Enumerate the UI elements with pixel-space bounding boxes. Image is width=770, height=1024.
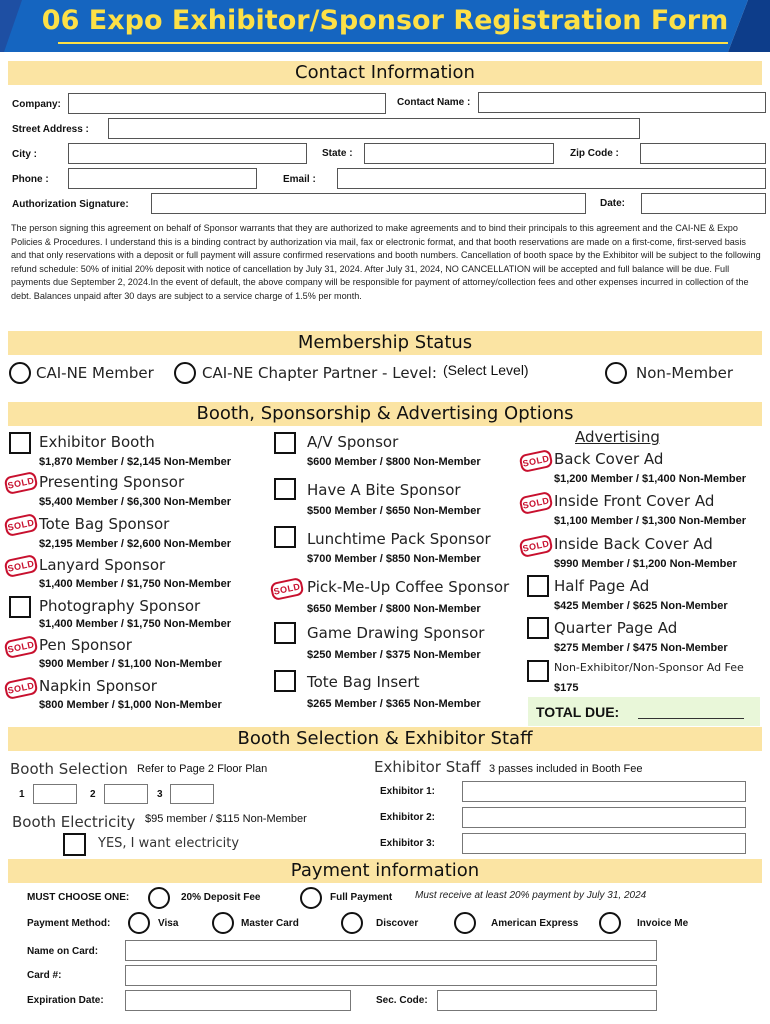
- booth-choice-1-label: 1: [19, 789, 25, 800]
- sold-stamp: SOLD: [3, 635, 38, 659]
- visa-radio[interactable]: [128, 912, 150, 934]
- av-sponsor-checkbox[interactable]: [274, 432, 296, 454]
- terms-text: The person signing this agreement on behalf of Sponsor warrants that they are authorized to make agreements and to bind their principals to this agreement and the CAI-NE & Expo Policies & Procedures. I understand this is a binding contract by authorization via mail, fax or electronic format, and that booth reservations are made on a first-come, first-served basis and that only reservations with a deposit or full payment will assure confirmed reservations and booth numbers. Cancellation of booth space by the Exhibitor will be subject to the following refund schedule: 50% of initial 20% deposit with notice of cancellation by July 31, 2024. After July 31, 2024, NO CANCELLATION will be accepted and full balance will be due. Full payments due September 2, 2024.In the event of default, the above company will be responsible for payment of attorney/collection fees and other expenses incurred in collection of the debt. Balances unpaid after 30 days are subject to a service charge of 1.5% per month.: [11, 223, 761, 301]
- exhibitor-1-label: Exhibitor 1:: [380, 786, 436, 797]
- booth-choice-3-label: 3: [157, 789, 163, 800]
- option-label: Quarter Page Ad: [554, 619, 678, 637]
- option-price: $1,400 Member / $1,750 Non-Member: [39, 578, 231, 590]
- photography-sponsor-checkbox[interactable]: [9, 596, 31, 618]
- membership-section-header: Membership Status: [8, 331, 762, 355]
- email-field[interactable]: [337, 168, 766, 189]
- booth-choice-2-label: 2: [90, 789, 96, 800]
- option-price: $1,870 Member / $2,145 Non-Member: [39, 456, 231, 468]
- option-label: A/V Sponsor: [307, 433, 399, 451]
- selection-section-header: Booth Selection & Exhibitor Staff: [8, 727, 762, 751]
- option-label: Back Cover Ad: [554, 450, 664, 468]
- discover-label: Discover: [376, 918, 419, 929]
- half-page-ad-checkbox[interactable]: [527, 575, 549, 597]
- option-label: Exhibitor Booth: [39, 433, 155, 451]
- lunchtime-pack-checkbox[interactable]: [274, 526, 296, 548]
- select-level-dropdown[interactable]: (Select Level): [443, 362, 529, 378]
- exhibitor-2-field[interactable]: [462, 807, 746, 828]
- expiration-field[interactable]: [125, 990, 351, 1011]
- option-label: Presenting Sponsor: [39, 473, 185, 491]
- option-label: Tote Bag Sponsor: [39, 515, 170, 533]
- deposit-radio[interactable]: [148, 887, 170, 909]
- option-price: $600 Member / $800 Non-Member: [307, 456, 481, 468]
- option-price: $1,200 Member / $1,400 Non-Member: [554, 473, 746, 485]
- option-price: $250 Member / $375 Non-Member: [307, 649, 481, 661]
- option-label: Napkin Sponsor: [39, 677, 157, 695]
- booth-selection-label: Booth Selection: [10, 760, 128, 778]
- booth-section-header: Booth, Sponsorship & Advertising Options: [8, 402, 762, 426]
- invoice-radio[interactable]: [599, 912, 621, 934]
- page-title: 06 Expo Exhibitor/Sponsor Registration Form: [41, 5, 729, 36]
- refer-floor-plan-note: Refer to Page 2 Floor Plan: [137, 763, 268, 775]
- contact-name-label: Contact Name :: [397, 97, 471, 108]
- card-number-field[interactable]: [125, 965, 657, 986]
- total-due-panel: [528, 697, 760, 726]
- total-due-label: TOTAL DUE:: [536, 704, 620, 720]
- option-label: Lunchtime Pack Sponsor: [307, 530, 491, 548]
- title-underline: [58, 42, 728, 44]
- payment-section-header: Payment information: [8, 859, 762, 883]
- electricity-yes-label: YES, I want electricity: [98, 836, 240, 851]
- option-label: Inside Back Cover Ad: [554, 535, 713, 553]
- booth-choice-2-field[interactable]: [104, 784, 148, 804]
- street-label: Street Address :: [12, 124, 89, 135]
- sold-stamp: SOLD: [518, 491, 553, 515]
- member-label: CAI-NE Member: [36, 364, 154, 382]
- mastercard-label: Master Card: [241, 918, 299, 929]
- game-drawing-checkbox[interactable]: [274, 622, 296, 644]
- city-label: City :: [12, 149, 37, 160]
- city-field[interactable]: [68, 143, 307, 164]
- option-label: Tote Bag Insert: [307, 673, 420, 691]
- electricity-checkbox[interactable]: [63, 833, 86, 856]
- member-radio[interactable]: [9, 362, 31, 384]
- full-payment-radio[interactable]: [300, 887, 322, 909]
- name-on-card-field[interactable]: [125, 940, 657, 961]
- advertising-heading: Advertising: [575, 428, 660, 446]
- visa-label: Visa: [158, 918, 179, 929]
- mastercard-radio[interactable]: [212, 912, 234, 934]
- option-price: $1,100 Member / $1,300 Non-Member: [554, 515, 746, 527]
- non-member-radio[interactable]: [605, 362, 627, 384]
- option-price: $900 Member / $1,100 Non-Member: [39, 658, 222, 670]
- sec-code-label: Sec. Code:: [376, 995, 428, 1006]
- booth-choice-1-field[interactable]: [33, 784, 77, 804]
- amex-label: American Express: [491, 918, 579, 929]
- option-price: $275 Member / $475 Non-Member: [554, 642, 728, 654]
- exhibitor-3-label: Exhibitor 3:: [380, 838, 436, 849]
- option-price: $2,195 Member / $2,600 Non-Member: [39, 538, 231, 550]
- option-label: Have A Bite Sponsor: [307, 481, 461, 499]
- option-price: $800 Member / $1,000 Non-Member: [39, 699, 222, 711]
- email-label: Email :: [283, 174, 316, 185]
- quarter-page-ad-checkbox[interactable]: [527, 617, 549, 639]
- option-price: $5,400 Member / $6,300 Non-Member: [39, 496, 231, 508]
- option-label: Non-Exhibitor/Non-Sponsor Ad Fee: [554, 661, 744, 674]
- invoice-label: Invoice Me: [637, 918, 689, 929]
- deposit-label: 20% Deposit Fee: [181, 892, 261, 903]
- sold-stamp: SOLD: [3, 554, 38, 578]
- total-due-field[interactable]: [638, 718, 744, 719]
- must-choose-label: MUST CHOOSE ONE:: [27, 892, 130, 903]
- option-price: $700 Member / $850 Non-Member: [307, 553, 481, 565]
- contact-section-header: Contact Information: [8, 61, 762, 85]
- have-a-bite-checkbox[interactable]: [274, 478, 296, 500]
- option-label: Pick-Me-Up Coffee Sponsor: [307, 578, 510, 596]
- payment-deadline-note: Must receive at least 20% payment by July 31, 2024: [415, 890, 647, 901]
- phone-field[interactable]: [68, 168, 257, 189]
- company-label: Company:: [12, 99, 61, 110]
- option-price: $265 Member / $365 Non-Member: [307, 698, 481, 710]
- option-label: Inside Front Cover Ad: [554, 492, 715, 510]
- contact-name-field[interactable]: [478, 92, 766, 113]
- sold-stamp: SOLD: [518, 449, 553, 473]
- discover-radio[interactable]: [341, 912, 363, 934]
- tote-bag-insert-checkbox[interactable]: [274, 670, 296, 692]
- option-price: $500 Member / $650 Non-Member: [307, 505, 481, 517]
- state-label: State :: [322, 148, 353, 159]
- option-price: $990 Member / $1,200 Non-Member: [554, 558, 737, 570]
- option-label: Photography Sponsor: [39, 597, 201, 615]
- booth-choice-3-field[interactable]: [170, 784, 214, 804]
- payment-method-label: Payment Method:: [27, 918, 111, 929]
- header-banner: [0, 0, 770, 52]
- non-sponsor-ad-checkbox[interactable]: [527, 660, 549, 682]
- sold-stamp: SOLD: [518, 534, 553, 558]
- electricity-price: $95 member / $115 Non-Member: [145, 813, 307, 825]
- sold-stamp: SOLD: [3, 471, 38, 495]
- zip-field[interactable]: [640, 143, 766, 164]
- sold-stamp: SOLD: [269, 577, 304, 601]
- sec-code-field[interactable]: [437, 990, 657, 1011]
- amex-radio[interactable]: [454, 912, 476, 934]
- card-number-label: Card #:: [27, 970, 62, 981]
- date-label: Date:: [600, 198, 626, 209]
- signature-field[interactable]: [151, 193, 586, 214]
- non-member-label: Non-Member: [636, 364, 734, 382]
- state-field[interactable]: [364, 143, 554, 164]
- full-payment-label: Full Payment: [330, 892, 393, 903]
- exhibitor-booth-checkbox[interactable]: [9, 432, 31, 454]
- exhibitor-3-field[interactable]: [462, 833, 746, 854]
- partner-radio[interactable]: [174, 362, 196, 384]
- exhibitor-staff-label: Exhibitor Staff: [374, 758, 481, 776]
- option-label: Lanyard Sponsor: [39, 556, 166, 574]
- option-label: Half Page Ad: [554, 577, 650, 595]
- phone-label: Phone :: [12, 174, 49, 185]
- name-on-card-label: Name on Card:: [27, 946, 99, 957]
- sold-stamp: SOLD: [3, 513, 38, 537]
- option-label: Game Drawing Sponsor: [307, 624, 485, 642]
- booth-electricity-label: Booth Electricity: [12, 813, 136, 831]
- zip-label: Zip Code :: [570, 148, 619, 159]
- passes-note: 3 passes included in Booth Fee: [489, 763, 643, 775]
- signature-label: Authorization Signature:: [12, 199, 129, 210]
- option-price: $650 Member / $800 Non-Member: [307, 603, 481, 615]
- option-price: $1,400 Member / $1,750 Non-Member: [39, 618, 231, 630]
- exhibitor-2-label: Exhibitor 2:: [380, 812, 436, 823]
- exhibitor-1-field[interactable]: [462, 781, 746, 802]
- partner-label: CAI-NE Chapter Partner - Level:: [202, 364, 437, 382]
- sold-stamp: SOLD: [3, 676, 38, 700]
- option-label: Pen Sponsor: [39, 636, 132, 654]
- expiration-label: Expiration Date:: [27, 995, 104, 1006]
- option-price: $175: [554, 682, 579, 694]
- street-field[interactable]: [108, 118, 640, 139]
- option-price: $425 Member / $625 Non-Member: [554, 600, 728, 612]
- date-field[interactable]: [641, 193, 766, 214]
- company-field[interactable]: [68, 93, 386, 114]
